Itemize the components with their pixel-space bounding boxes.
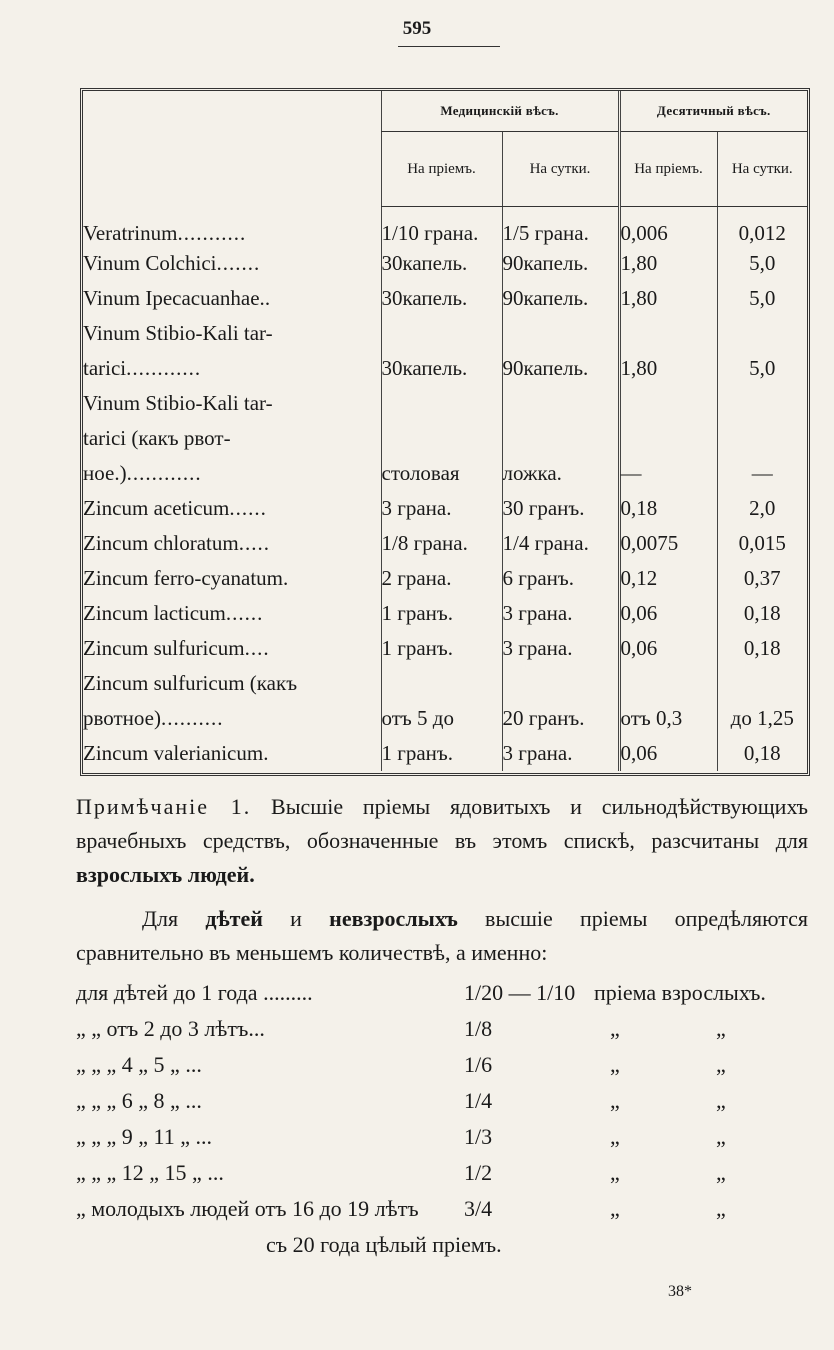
dec-dose: 1,80 xyxy=(619,246,717,281)
age-fraction: 3/4 xyxy=(464,1196,493,1221)
age-label: для дѣтей до 1 года ......... xyxy=(76,980,313,1005)
table-row xyxy=(83,596,807,631)
dec-dose: 0,18 xyxy=(619,491,717,526)
dec-day: 5,0 xyxy=(717,281,807,316)
note-1-text: Высшіе пріемы ядовитыхъ и сильнодѣйствующихъ врачебныхъ средствъ, обозначенные въ этомъ спискѣ, разсчитаны для xyxy=(76,794,808,853)
age-label: „ „ „ 12 „ 15 „ ... xyxy=(76,1160,224,1185)
leader-dots: .... xyxy=(244,636,270,660)
leader-dots: ........... xyxy=(177,220,247,245)
med-dose: 1/8 грана. xyxy=(381,526,502,561)
dec-day: 5,0 xyxy=(717,246,807,281)
age-q1: „ xyxy=(610,1160,620,1185)
table-row xyxy=(83,491,807,526)
age-row xyxy=(76,1196,816,1232)
note-2-text-1: Для xyxy=(142,906,206,931)
age-row xyxy=(76,1052,816,1088)
note-2-text-3: высшіе пріемы опредѣляются сравнительно въ меньшемъ количествѣ, а именно: xyxy=(76,906,809,965)
note-2-text-2: и xyxy=(262,906,330,931)
med-dose: 30капель. xyxy=(381,281,502,316)
med-day xyxy=(502,666,619,701)
age-q1: „ xyxy=(610,1016,620,1041)
header-med-dose: На пріемъ. xyxy=(381,132,502,207)
note-1 xyxy=(76,790,808,892)
med-dose: столовая xyxy=(381,456,502,491)
dec-dose: 1,80 xyxy=(619,281,717,316)
drug-name: Zincum chloratum..... xyxy=(83,531,270,555)
dec-day xyxy=(717,316,807,351)
drug-name: Zincum valerianicum. xyxy=(83,741,270,765)
dec-day: 0,18 xyxy=(717,631,807,666)
drug-name: Zincum lacticum...... xyxy=(83,601,264,625)
med-day: 3 грана. xyxy=(502,596,619,631)
age-row xyxy=(76,1160,816,1196)
dec-day: 0,015 xyxy=(717,526,807,561)
dec-dose: 0,006 xyxy=(619,207,717,247)
dec-dose: 0,06 xyxy=(619,596,717,631)
leader-dots: ............ xyxy=(126,356,202,380)
med-day: 3 грана. xyxy=(502,631,619,666)
age-tail: пріема взрослыхъ. xyxy=(594,980,766,1005)
age-row xyxy=(76,1124,816,1160)
note-2-bold-2: невзрослыхъ xyxy=(329,906,458,931)
table-row xyxy=(83,666,807,701)
header-med-day: На сутки. xyxy=(502,132,619,207)
dec-day: 0,18 xyxy=(717,736,807,771)
table-row xyxy=(83,386,807,421)
dec-day: 0,012 xyxy=(717,207,807,247)
signature-mark: 38* xyxy=(668,1283,692,1300)
note-2-bold-1: дѣтей xyxy=(205,906,263,931)
age-label: „ молодыхъ людей отъ 16 до 19 лѣтъ xyxy=(76,1196,419,1221)
dec-dose: 0,06 xyxy=(619,631,717,666)
med-dose: 1 гранъ. xyxy=(381,631,502,666)
med-dose xyxy=(381,421,502,456)
leader-dots: ............ xyxy=(126,461,202,485)
med-day: 90капель. xyxy=(502,351,619,386)
med-dose xyxy=(381,386,502,421)
age-row xyxy=(76,1088,816,1124)
med-dose: 1 гранъ. xyxy=(381,736,502,771)
drug-name: Vinum Ipecacuanhae.. xyxy=(83,286,272,310)
med-day xyxy=(502,316,619,351)
age-last: съ 20 года цѣлый пріемъ. xyxy=(266,1232,502,1257)
header-medical-weight: Медицинскій вѣсъ. xyxy=(381,91,619,132)
dec-day: 2,0 xyxy=(717,491,807,526)
note-2 xyxy=(76,902,808,970)
table-row xyxy=(83,631,807,666)
dose-table-grid xyxy=(83,91,807,771)
leader-dots: . xyxy=(263,741,270,765)
leader-dots: ...... xyxy=(229,496,267,520)
dec-dose: 0,0075 xyxy=(619,526,717,561)
table-row xyxy=(83,316,807,351)
med-day: 90капель. xyxy=(502,246,619,281)
med-dose: 2 грана. xyxy=(381,561,502,596)
med-dose: 1/10 грана. xyxy=(381,207,502,247)
med-day xyxy=(502,421,619,456)
dose-table xyxy=(80,88,810,776)
drug-name: Vinum Colchici....... xyxy=(83,251,261,275)
drug-name: Veratrinum........... xyxy=(83,220,247,245)
dec-dose xyxy=(619,386,717,421)
table-row xyxy=(83,281,807,316)
dec-day: до 1,25 xyxy=(717,701,807,736)
age-row-last xyxy=(76,1232,816,1268)
med-dose: 30капель. xyxy=(381,246,502,281)
med-dose: 3 грана. xyxy=(381,491,502,526)
leader-dots: ..... xyxy=(238,531,270,555)
drug-name: Zincum sulfuricum (какъ xyxy=(83,671,298,695)
leader-dots: ....... xyxy=(216,251,261,275)
drug-name: Zincum sulfuricum.... xyxy=(83,636,270,660)
page-number-rule xyxy=(398,46,500,47)
leader-dots: . xyxy=(264,286,272,310)
leader-dots: .......... xyxy=(160,706,224,730)
med-day: 1/4 грана. xyxy=(502,526,619,561)
dec-dose: отъ 0,3 xyxy=(619,701,717,736)
header-dec-day: На сутки. xyxy=(717,132,807,207)
drug-name: ное.)............ xyxy=(83,461,202,485)
age-fraction: 1/6 xyxy=(464,1052,493,1077)
med-day: 6 гранъ. xyxy=(502,561,619,596)
age-fraction: 1/20 — 1/10 xyxy=(464,980,576,1005)
age-q2: „ xyxy=(716,1016,726,1041)
table-row xyxy=(83,526,807,561)
med-day: 30 гранъ. xyxy=(502,491,619,526)
med-day: 1/5 грана. xyxy=(502,207,619,247)
table-row xyxy=(83,207,807,247)
table-row xyxy=(83,351,807,386)
dec-dose xyxy=(619,316,717,351)
med-day: 3 грана. xyxy=(502,736,619,771)
age-q2: „ xyxy=(716,1124,726,1149)
age-q2: „ xyxy=(716,1160,726,1185)
drug-name: Vinum Stibio-Kali tar- xyxy=(83,321,273,345)
age-fraction: 1/8 xyxy=(464,1016,493,1041)
age-dose-list xyxy=(76,980,816,1268)
age-q1: „ xyxy=(610,1088,620,1113)
med-dose xyxy=(381,666,502,701)
header-dec-dose: На пріемъ. xyxy=(619,132,717,207)
dec-day: 0,18 xyxy=(717,596,807,631)
age-label: „ „ „ 9 „ 11 „ ... xyxy=(76,1124,213,1149)
age-q1: „ xyxy=(610,1052,620,1077)
med-dose: 1 гранъ. xyxy=(381,596,502,631)
table-row xyxy=(83,421,807,456)
dec-dose: 0,06 xyxy=(619,736,717,771)
age-label: „ „ „ 6 „ 8 „ ... xyxy=(76,1088,202,1113)
age-q1: „ xyxy=(610,1196,620,1221)
dec-dose xyxy=(619,666,717,701)
page-number: 595 xyxy=(402,18,432,39)
dec-day: 5,0 xyxy=(717,351,807,386)
dec-day: — xyxy=(717,456,807,491)
age-q2: „ xyxy=(716,1088,726,1113)
drug-name: Zincum aceticum...... xyxy=(83,496,267,520)
age-row xyxy=(76,980,816,1016)
age-fraction: 1/3 xyxy=(464,1124,493,1149)
med-dose: отъ 5 до xyxy=(381,701,502,736)
note-1-prefix: Примѣчаніе 1. xyxy=(76,794,252,819)
dec-dose: 1,80 xyxy=(619,351,717,386)
med-day: ложка. xyxy=(502,456,619,491)
table-row xyxy=(83,701,807,736)
dec-dose: 0,12 xyxy=(619,561,717,596)
age-fraction: 1/4 xyxy=(464,1088,493,1113)
age-q2: „ xyxy=(716,1196,726,1221)
dec-dose xyxy=(619,421,717,456)
dec-day xyxy=(717,386,807,421)
header-decimal-weight: Десятичный вѣсъ. xyxy=(619,91,807,132)
drug-name: Zincum ferro-cyanatum. xyxy=(83,566,289,590)
drug-name: Vinum Stibio-Kali tar- xyxy=(83,391,273,415)
table-row xyxy=(83,736,807,771)
dec-day xyxy=(717,666,807,701)
dec-day xyxy=(717,421,807,456)
age-label: „ „ отъ 2 до 3 лѣтъ... xyxy=(76,1016,265,1041)
med-day: 90капель. xyxy=(502,281,619,316)
med-day: 20 гранъ. xyxy=(502,701,619,736)
med-day xyxy=(502,386,619,421)
leader-dots: ...... xyxy=(225,601,264,625)
dec-day: 0,37 xyxy=(717,561,807,596)
age-q2: „ xyxy=(716,1052,726,1077)
header-blank xyxy=(83,91,381,207)
age-q1: „ xyxy=(610,1124,620,1149)
table-row xyxy=(83,456,807,491)
drug-name: tarici............ xyxy=(83,356,202,380)
table-row xyxy=(83,246,807,281)
age-fraction: 1/2 xyxy=(464,1160,493,1185)
dec-dose: — xyxy=(619,456,717,491)
drug-name: рвотное).......... xyxy=(83,706,224,730)
med-dose: 30капель. xyxy=(381,351,502,386)
age-row xyxy=(76,1016,816,1052)
med-dose xyxy=(381,316,502,351)
note-1-bold: взрослыхъ людей. xyxy=(76,862,255,887)
age-label: „ „ „ 4 „ 5 „ ... xyxy=(76,1052,202,1077)
drug-name: tarici (какъ рвот- xyxy=(83,426,231,450)
table-row xyxy=(83,561,807,596)
